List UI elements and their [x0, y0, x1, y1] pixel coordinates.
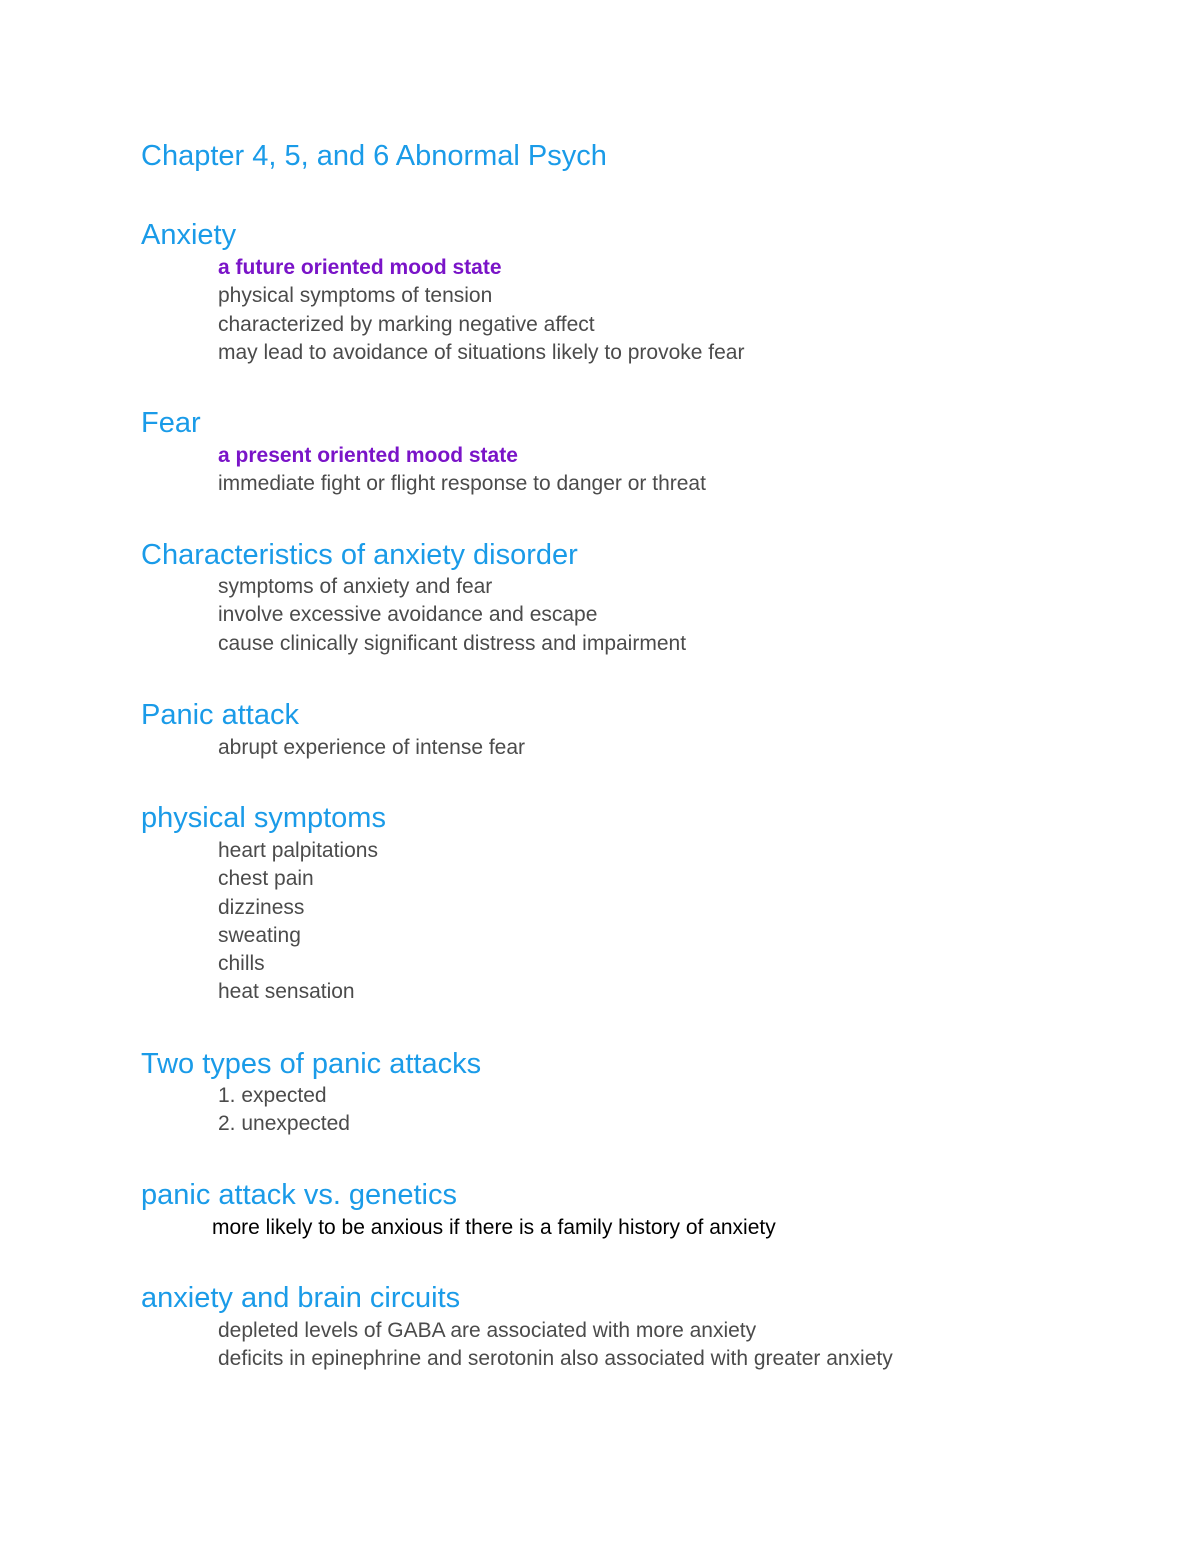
- page-title: Chapter 4, 5, and 6 Abnormal Psych: [141, 140, 607, 172]
- list-item: 2. unexpected: [218, 1112, 350, 1136]
- section-heading-fear: Fear: [141, 407, 201, 439]
- body-line: immediate fight or flight response to danger or threat: [218, 472, 706, 496]
- section-heading-brain-circuits: anxiety and brain circuits: [141, 1282, 461, 1314]
- body-line: cause clinically significant distress and impairment: [218, 631, 687, 655]
- list-item: heat sensation: [218, 980, 355, 1004]
- section-body-brain-circuits: [218, 1317, 893, 1374]
- list-item: dizziness: [218, 895, 305, 919]
- section-heading-physical-symptoms: physical symptoms: [141, 802, 386, 834]
- body-line: physical symptoms of tension: [218, 284, 493, 308]
- list-item: heart palpitations: [218, 839, 378, 862]
- section-heading-characteristics: Characteristics of anxiety disorder: [141, 539, 578, 571]
- body-line: symptoms of anxiety and fear: [218, 575, 493, 598]
- body-line: involve excessive avoidance and escape: [218, 603, 598, 627]
- list-item: chest pain: [218, 867, 314, 891]
- section-heading-panic-attack: Panic attack: [141, 699, 299, 731]
- section-heading-genetics: panic attack vs. genetics: [141, 1179, 457, 1211]
- section-body-fear: [218, 442, 706, 499]
- body-line: characterized by marking negative affect: [218, 312, 595, 336]
- section-body-characteristics: [218, 573, 686, 658]
- definition-line: a present oriented mood state: [218, 444, 518, 467]
- section-heading-two-types: Two types of panic attacks: [141, 1048, 482, 1080]
- section-body-genetics: [212, 1214, 776, 1242]
- list-item: chills: [218, 952, 265, 976]
- section-heading-anxiety: Anxiety: [141, 219, 237, 251]
- section-body-panic-attack: [218, 734, 525, 762]
- section-body-two-types: [218, 1082, 350, 1139]
- definition-line: a future oriented mood state: [218, 256, 502, 279]
- section-body-anxiety: [218, 254, 744, 367]
- body-line: abrupt experience of intense fear: [218, 736, 526, 759]
- list-item: 1. expected: [218, 1084, 327, 1107]
- body-line: more likely to be anxious if there is a family history of anxiety: [212, 1216, 776, 1239]
- list-item: sweating: [218, 923, 301, 947]
- body-line: may lead to avoidance of situations likely to provoke fear: [218, 340, 745, 364]
- body-line: deficits in epinephrine and serotonin also associated with greater anxiety: [218, 1347, 893, 1371]
- body-line: depleted levels of GABA are associated with more anxiety: [218, 1319, 757, 1342]
- section-body-physical-symptoms: [218, 837, 378, 1007]
